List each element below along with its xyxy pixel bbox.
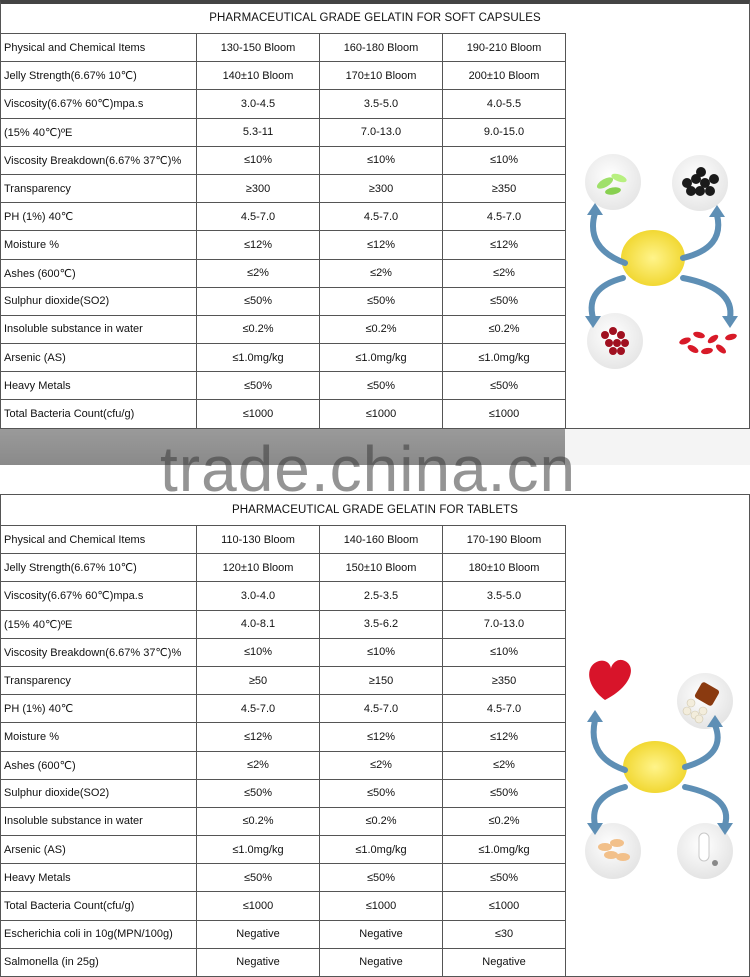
value-cell: ≤10% (443, 146, 566, 174)
value-cell: ≤50% (197, 287, 320, 315)
row-label-cell: Heavy Metals (1, 864, 197, 892)
value-cell: ≤50% (320, 287, 443, 315)
value-cell: ≤0.2% (320, 807, 443, 835)
value-cell: ≤0.2% (443, 807, 566, 835)
value-cell: Negative (320, 948, 443, 976)
table-row (1, 582, 566, 610)
value-cell: Negative (443, 948, 566, 976)
value-cell: ≤30 (443, 920, 566, 948)
table-row (1, 90, 566, 118)
value-cell: ≥350 (443, 174, 566, 202)
table-row (1, 34, 566, 62)
tablets-title: PHARMACEUTICAL GRADE GELATIN FOR TABLETS (0, 494, 750, 525)
value-cell: 3.0-4.0 (197, 582, 320, 610)
value-cell: ≤50% (443, 287, 566, 315)
value-cell: ≥150 (320, 666, 443, 694)
value-cell: ≤12% (197, 231, 320, 259)
row-label-cell: PH (1%) 40℃ (1, 203, 197, 231)
value-cell: ≤12% (320, 723, 443, 751)
value-cell: 4.5-7.0 (197, 695, 320, 723)
value-cell: ≤12% (197, 723, 320, 751)
value-cell: 190-210 Bloom (443, 34, 566, 62)
row-label-cell: Moisture % (1, 231, 197, 259)
row-label-cell: Viscosity Breakdown(6.67% 37℃)% (1, 146, 197, 174)
value-cell: 170-190 Bloom (443, 526, 566, 554)
table-row (1, 62, 566, 90)
value-cell: 170±10 Bloom (320, 62, 443, 90)
value-cell: 4.5-7.0 (443, 203, 566, 231)
value-cell: ≥350 (443, 666, 566, 694)
row-label-cell: Total Bacteria Count(cfu/g) (1, 400, 197, 428)
value-cell: ≤50% (443, 864, 566, 892)
value-cell: ≤50% (443, 372, 566, 400)
tablets-section (0, 494, 750, 977)
table-row (1, 948, 566, 976)
value-cell: ≤1.0mg/kg (443, 344, 566, 372)
value-cell: ≤50% (443, 779, 566, 807)
value-cell: ≤1.0mg/kg (443, 836, 566, 864)
table-row (1, 554, 566, 582)
row-label-cell: Moisture % (1, 723, 197, 751)
tablets-illustration-panel (565, 525, 750, 977)
value-cell: ≤0.2% (197, 807, 320, 835)
value-cell: 7.0-13.0 (320, 118, 443, 146)
value-cell: ≤10% (443, 638, 566, 666)
row-label-cell: PH (1%) 40℃ (1, 695, 197, 723)
value-cell: ≤2% (197, 259, 320, 287)
row-label-cell: Total Bacteria Count(cfu/g) (1, 892, 197, 920)
table-row (1, 751, 566, 779)
value-cell: 4.5-7.0 (197, 203, 320, 231)
value-cell: ≤0.2% (197, 315, 320, 343)
value-cell: ≤1.0mg/kg (197, 836, 320, 864)
value-cell: ≤12% (320, 231, 443, 259)
value-cell: ≤2% (197, 751, 320, 779)
tablets-spec-table (0, 525, 566, 977)
row-label-cell: Transparency (1, 666, 197, 694)
value-cell: 2.5-3.5 (320, 582, 443, 610)
value-cell: ≥300 (320, 174, 443, 202)
row-label-cell: Ashes (600℃) (1, 751, 197, 779)
value-cell: ≤1000 (197, 400, 320, 428)
value-cell: 4.0-5.5 (443, 90, 566, 118)
value-cell: ≤1000 (443, 892, 566, 920)
value-cell: 200±10 Bloom (443, 62, 566, 90)
row-label-cell: Heavy Metals (1, 372, 197, 400)
gelatin-to-capsules-diagram-icon (565, 33, 749, 429)
value-cell: ≤12% (443, 723, 566, 751)
value-cell: ≥50 (197, 666, 320, 694)
row-label-cell: Insoluble substance in water (1, 807, 197, 835)
soft-capsules-table-body (1, 34, 566, 429)
row-label-cell: Viscosity(6.67% 60℃)mpa.s (1, 90, 197, 118)
value-cell: 4.5-7.0 (320, 695, 443, 723)
table-row (1, 203, 566, 231)
gelatin-to-tablets-diagram-icon (565, 525, 749, 977)
value-cell: ≤50% (197, 779, 320, 807)
value-cell: 130-150 Bloom (197, 34, 320, 62)
value-cell: ≤10% (197, 638, 320, 666)
value-cell: ≤1000 (197, 892, 320, 920)
value-cell: 4.5-7.0 (443, 695, 566, 723)
table-row (1, 638, 566, 666)
value-cell: ≤50% (320, 779, 443, 807)
value-cell: ≤50% (320, 372, 443, 400)
value-cell: ≤50% (197, 864, 320, 892)
table-row (1, 174, 566, 202)
row-label-cell: Ashes (600℃) (1, 259, 197, 287)
value-cell: 3.5-6.2 (320, 610, 443, 638)
table-row (1, 779, 566, 807)
value-cell: Negative (197, 948, 320, 976)
value-cell: ≤0.2% (320, 315, 443, 343)
row-label-cell: Jelly Strength(6.67% 10℃) (1, 62, 197, 90)
row-label-cell: Arsenic (AS) (1, 836, 197, 864)
table-row (1, 287, 566, 315)
row-label-cell: Escherichia coli in 10g(MPN/100g) (1, 920, 197, 948)
value-cell: 3.5-5.0 (443, 582, 566, 610)
soft-capsules-illustration-panel (565, 33, 750, 429)
table-row (1, 864, 566, 892)
row-label-cell: Physical and Chemical Items (1, 526, 197, 554)
value-cell: 140±10 Bloom (197, 62, 320, 90)
table-row (1, 610, 566, 638)
table-row (1, 695, 566, 723)
row-label-cell: Physical and Chemical Items (1, 34, 197, 62)
value-cell: ≤12% (443, 231, 566, 259)
value-cell: 180±10 Bloom (443, 554, 566, 582)
value-cell: 110-130 Bloom (197, 526, 320, 554)
table-row (1, 666, 566, 694)
separator-band-right (565, 429, 750, 465)
value-cell: ≤2% (320, 259, 443, 287)
table-row (1, 836, 566, 864)
table-row (1, 146, 566, 174)
table-row (1, 315, 566, 343)
table-row (1, 231, 566, 259)
value-cell: 4.0-8.1 (197, 610, 320, 638)
soft-capsules-spec-table (0, 33, 566, 429)
row-label-cell: Viscosity Breakdown(6.67% 37℃)% (1, 638, 197, 666)
value-cell: 5.3-11 (197, 118, 320, 146)
table-row (1, 892, 566, 920)
value-cell: ≤10% (320, 638, 443, 666)
value-cell: ≤1.0mg/kg (197, 344, 320, 372)
value-cell: 9.0-15.0 (443, 118, 566, 146)
tablets-table-body (1, 526, 566, 977)
value-cell: ≤1000 (320, 400, 443, 428)
value-cell: 4.5-7.0 (320, 203, 443, 231)
value-cell: 3.0-4.5 (197, 90, 320, 118)
value-cell: 7.0-13.0 (443, 610, 566, 638)
value-cell: ≤2% (443, 751, 566, 779)
row-label-cell: Sulphur dioxide(SO2) (1, 779, 197, 807)
table-row (1, 526, 566, 554)
value-cell: ≤2% (443, 259, 566, 287)
value-cell: ≤1.0mg/kg (320, 836, 443, 864)
table-row (1, 723, 566, 751)
value-cell: 120±10 Bloom (197, 554, 320, 582)
row-label-cell: Viscosity(6.67% 60℃)mpa.s (1, 582, 197, 610)
table-row (1, 344, 566, 372)
watermark-text: trade.china.cn (160, 433, 577, 505)
row-label-cell: Salmonella (in 25g) (1, 948, 197, 976)
value-cell: ≤2% (320, 751, 443, 779)
value-cell: ≤10% (320, 146, 443, 174)
value-cell: ≤1000 (320, 892, 443, 920)
table-row (1, 259, 566, 287)
value-cell: Negative (320, 920, 443, 948)
row-label-cell: Arsenic (AS) (1, 344, 197, 372)
value-cell: Negative (197, 920, 320, 948)
value-cell: ≤1.0mg/kg (320, 344, 443, 372)
table-row (1, 807, 566, 835)
row-label-cell: Insoluble substance in water (1, 315, 197, 343)
value-cell: ≥300 (197, 174, 320, 202)
soft-capsules-grid (0, 33, 750, 429)
row-label-cell: Jelly Strength(6.67% 10℃) (1, 554, 197, 582)
row-label-cell: Sulphur dioxide(SO2) (1, 287, 197, 315)
value-cell: ≤1000 (443, 400, 566, 428)
row-label-cell: (15% 40℃)ºE (1, 610, 197, 638)
value-cell: ≤50% (320, 864, 443, 892)
table-row (1, 118, 566, 146)
row-label-cell: (15% 40℃)ºE (1, 118, 197, 146)
value-cell: 140-160 Bloom (320, 526, 443, 554)
table-row (1, 372, 566, 400)
value-cell: ≤50% (197, 372, 320, 400)
value-cell: 3.5-5.0 (320, 90, 443, 118)
value-cell: 150±10 Bloom (320, 554, 443, 582)
value-cell: 160-180 Bloom (320, 34, 443, 62)
tablets-grid (0, 525, 750, 977)
value-cell: ≤10% (197, 146, 320, 174)
soft-capsules-section (0, 0, 750, 429)
row-label-cell: Transparency (1, 174, 197, 202)
table-row (1, 400, 566, 428)
soft-capsules-title: PHARMACEUTICAL GRADE GELATIN FOR SOFT CAPSULES (0, 0, 750, 33)
value-cell: ≤0.2% (443, 315, 566, 343)
table-row (1, 920, 566, 948)
